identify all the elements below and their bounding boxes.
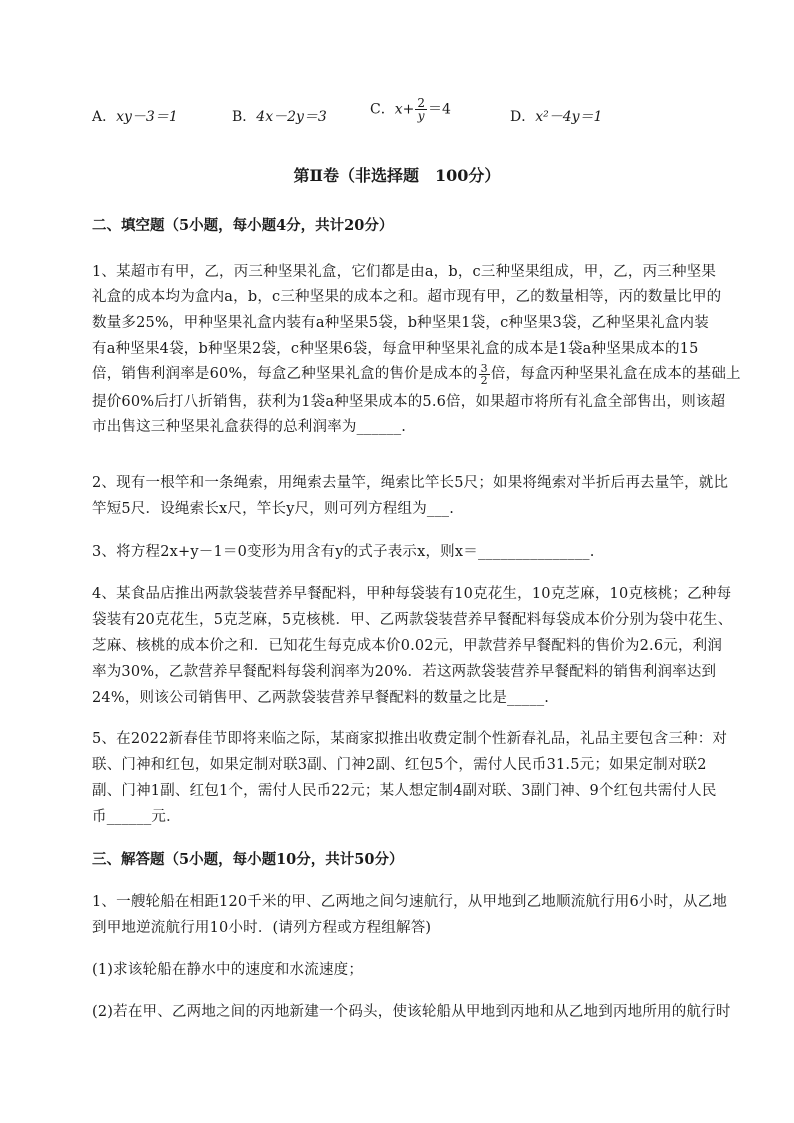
s1-line-2: 到甲地逆流航行用10小时．(请列方程或方程组解答) [92,920,432,936]
part-two-title: 第Ⅱ卷（非选择题 100分） [293,166,501,185]
q4-line-3: 芝麻、核桃的成本价之和．已知花生每克成本价0.02元，甲款营养早餐配料的售价为2.6元，利润 [92,638,723,654]
q1-line-5 [92,362,741,386]
q1-fraction [479,363,490,386]
option-a-label: A． [92,109,117,125]
option-c-prefix: x+ [394,101,415,118]
q1-line-7: 市出售这三种坚果礼盒获得的总利润率为______. [92,419,407,435]
q1-line-2: 礼盒的成本均为盒内a，b，c三种坚果的成本之和。超市现有甲，乙的数量相等，丙的数量比甲的 [92,289,722,305]
q1-line-6: 提价60%后打八折销售，获利为1袋a种坚果成本的5.6倍，如果超市将所有礼盒全部售出，则该超 [92,394,726,410]
fill-blank-section-heading: 二、填空题（5小题，每小题4分，共计20分） [92,217,394,234]
q1-line-4: 有a种坚果4袋，b种坚果2袋，c种坚果6袋，每盒甲种坚果礼盒的成本是1袋a种坚果成本的15 [92,341,699,357]
q4-line-4: 率为30%，乙款营养早餐配料每袋利润率为20%．若这两款袋装营养早餐配料的销售利润率达到 [92,664,717,680]
option-c-fraction [415,97,427,122]
option-b[interactable] [232,106,327,126]
q1-fraction-denominator: 2 [480,373,488,387]
q1-line-3: 数量多25%，甲种坚果礼盒内装有a种坚果5袋，b种坚果1袋，c种坚果3袋，乙种坚果礼盒内装 [92,315,709,331]
option-b-label: B． [232,109,257,125]
option-a[interactable] [92,106,178,126]
answer-section-heading: 三、解答题（5小题，每小题10分，共计50分） [92,851,404,868]
option-d-label: D． [510,109,536,125]
option-c-numerator: 2 [417,96,425,110]
option-c[interactable] [370,97,451,122]
q1-line-5-start: 倍，销售利润率是60%，每盒乙种坚果礼盒的售价是成本的 [92,366,478,382]
option-b-expression: 4x－2y＝3 [256,109,327,125]
q3-line-1: 3、将方程2x+y－1＝0变形为用含有y的式子表示x，则x＝_______________. [92,544,595,560]
option-d[interactable] [510,106,602,126]
q2-line-2: 竿短5尺．设绳索长x尺，竿长y尺，则可列方程组为___. [92,501,455,517]
option-c-label: C． [370,101,395,118]
q5-line-1: 5、在2022新春佳节即将来临之际，某商家拟推出收费定制个性新春礼品，礼品主要包含三种：对 [92,731,728,747]
s1-part-1: (1)求该轮船在静水中的速度和水流速度； [92,962,364,978]
q4-line-1: 4、某食品店推出两款袋装营养早餐配料，甲种每袋装有10克花生，10克芝麻，10克核桃；乙种每 [92,586,732,602]
q2-line-1: 2、现有一根竿和一条绳索，用绳索去量竿，绳索比竿长5尺；如果将绳索对半折后再去量竿，就比 [92,475,729,491]
s1-line-1: 1、一艘轮船在相距120千米的甲、乙两地之间匀速航行，从甲地到乙地顺流航行用6小时，从乙地 [92,894,728,910]
q4-line-5: 24%，则该公司销售甲、乙两款袋装营养早餐配料的数量之比是_____. [92,690,550,706]
s1-part-2: (2)若在甲、乙两地之间的丙地新建一个码头，使该轮船从甲地到丙地和从乙地到丙地所用的航行时 [92,1004,731,1020]
q5-line-4: 币______元． [92,809,181,825]
q1-fraction-numerator: 3 [480,361,488,375]
option-c-suffix: ＝4 [428,101,451,118]
choice-options [92,96,712,134]
q5-line-2: 联、门神和红包，如果定制对联3副、门神2副、红包5个，需付人民币31.5元；如果定制对联2 [92,757,707,773]
q1-line-1: 1、某超市有甲，乙，丙三种坚果礼盒，它们都是由a，b，c三种坚果组成，甲，乙，丙三种坚果 [92,264,717,280]
option-c-denominator: y [417,109,425,123]
q1-line-5-end: 倍，每盒丙种坚果礼盒在成本的基础上 [490,366,741,382]
q4-line-2: 袋装有20克花生，5克芝麻，5克核桃．甲、乙两款袋装营养早餐配料每袋成本价分别为袋中花生、 [92,612,733,628]
q5-line-3: 副、门神1副、红包1个，需付人民币22元；某人想定制4副对联、3副门神、9个红包共需付人民 [92,783,717,799]
option-d-expression: x²－4y＝1 [535,109,603,125]
option-a-expression: xy－3＝1 [116,109,178,125]
